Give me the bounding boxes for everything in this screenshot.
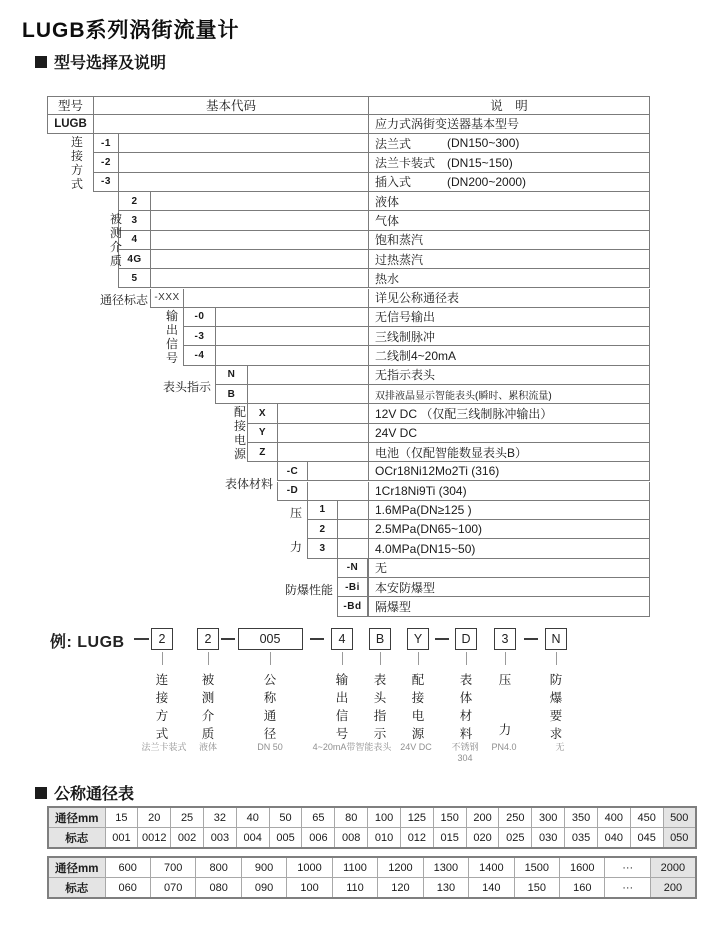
model-code-cell: 2 <box>308 520 338 538</box>
example-caption: 24V DC <box>400 742 432 752</box>
model-desc-cell: 二线制4~20mA <box>368 346 649 364</box>
value-cell: 0012 <box>138 828 171 849</box>
example-field-label <box>333 671 351 739</box>
value-cell: 160 <box>560 878 605 899</box>
model-group-label: 防爆性能 <box>284 582 333 597</box>
model-code-cell: -0 <box>184 308 216 326</box>
value-cell: 020 <box>466 828 499 849</box>
example-code-box: 2 <box>151 628 173 650</box>
model-desc-text: 法兰卡装式 <box>375 156 436 171</box>
example-label-char: 接 <box>155 691 169 705</box>
value-cell: 900 <box>241 857 286 878</box>
example-code-box: 4 <box>331 628 353 650</box>
value-cell: 004 <box>236 828 269 849</box>
example-label-char: 公 <box>263 673 277 687</box>
value-cell: 003 <box>203 828 236 849</box>
model-code-cell: -D <box>278 482 308 500</box>
model-desc-cell: 4.0MPa(DN15~50) <box>368 539 649 557</box>
value-cell: 40 <box>236 807 269 828</box>
value-cell: 20 <box>138 807 171 828</box>
value-cell: 140 <box>469 878 514 899</box>
section-diameter-title: 公称通径表 <box>54 786 135 803</box>
model-code-cell: Y <box>248 424 278 442</box>
group-label-char: 号 <box>165 350 178 365</box>
diameter-table-2 <box>47 856 697 899</box>
model-desc-cell: 应力式涡街变送器基本型号 <box>368 115 649 133</box>
model-code-cell: Z <box>248 443 278 461</box>
value-cell: 125 <box>400 807 433 828</box>
model-desc-text: 插入式 <box>375 175 412 190</box>
group-label-char: 质 <box>109 254 122 269</box>
section-model-selection <box>35 50 166 73</box>
model-desc-cell <box>368 153 649 171</box>
model-desc-cell: 液体 <box>368 192 649 210</box>
value-cell: 65 <box>302 807 335 828</box>
value-cell: 1100 <box>332 857 377 878</box>
model-code-cell: -C <box>278 462 308 480</box>
model-desc-cell: 双排液晶显示智能表头(瞬时、累积流量) <box>368 385 649 403</box>
example-dash <box>310 638 324 640</box>
model-code-cell: -N <box>338 559 368 577</box>
value-cell: 25 <box>171 807 204 828</box>
model-desc-cell: 隔爆型 <box>368 597 649 615</box>
example-label-char: 压 <box>498 673 512 687</box>
model-table-row <box>247 404 650 423</box>
diameter-row <box>48 857 696 878</box>
group-label-char: 压 <box>289 505 302 520</box>
example-caption: 法兰卡装式 <box>141 742 187 752</box>
model-desc-cell: 饱和蒸汽 <box>368 231 649 249</box>
value-cell: 100 <box>287 878 332 899</box>
value-cell: 300 <box>532 807 565 828</box>
group-label-char: 方 <box>70 163 83 178</box>
model-desc-cell: 详见公称通径表 <box>368 289 649 307</box>
model-table-row <box>337 597 650 616</box>
model-code-cell: -2 <box>94 153 119 171</box>
page-title: LUGB系列涡街流量计 <box>22 19 240 42</box>
value-cell: 1400 <box>469 857 514 878</box>
value-cell: 015 <box>433 828 466 849</box>
value-cell: 130 <box>423 878 468 899</box>
row-label-cell: 标志 <box>48 878 105 899</box>
value-cell: 15 <box>105 807 138 828</box>
model-group-label: 表头指示 <box>162 380 211 394</box>
group-label-char: 输 <box>165 308 178 323</box>
model-table-row <box>337 578 650 597</box>
group-label-char: 电 <box>233 433 246 448</box>
example-dash <box>435 638 449 640</box>
model-table-row <box>118 192 650 211</box>
example-label-char: 被 <box>201 673 215 687</box>
example-tick-line <box>270 652 272 665</box>
value-cell: 060 <box>105 878 150 899</box>
value-cell: 32 <box>203 807 236 828</box>
value-cell: 100 <box>368 807 401 828</box>
value-cell: 800 <box>196 857 241 878</box>
example-label-char: 测 <box>201 691 215 705</box>
example-label-char: 式 <box>155 727 169 741</box>
model-desc-cell <box>368 173 649 191</box>
group-label-char: 力 <box>289 539 302 554</box>
example-label-char: 连 <box>155 673 169 687</box>
example-field-label <box>371 671 389 739</box>
example-caption: 无 <box>555 742 565 752</box>
model-desc-cell: OCr18Ni12Mo2Ti (316) <box>368 462 649 480</box>
example-label-char: 材 <box>459 709 473 723</box>
model-table-row <box>337 559 650 578</box>
model-table-row <box>118 250 650 269</box>
section-model-title: 型号选择及说明 <box>54 55 167 72</box>
example-label-char: 要 <box>549 709 563 723</box>
example-field-label <box>409 671 427 739</box>
example-code-box: N <box>545 628 567 650</box>
value-cell: 500 <box>663 807 696 828</box>
example-caption: 液体 <box>198 742 218 752</box>
model-table-row <box>150 289 650 308</box>
group-label-char: 配 <box>233 405 246 420</box>
model-desc-cell: 本安防爆型 <box>368 578 649 596</box>
model-table-row <box>47 96 650 115</box>
example-tick-line <box>556 652 558 665</box>
code-row <box>48 828 696 849</box>
model-table-row <box>277 462 650 481</box>
diameter-row <box>48 807 696 828</box>
model-code-cell: 5 <box>119 269 151 287</box>
model-desc-cell: 1.6MPa(DN≥125 ) <box>368 501 649 519</box>
value-cell: 030 <box>532 828 565 849</box>
group-label-char: 源 <box>233 447 246 462</box>
value-cell: 110 <box>332 878 377 899</box>
model-code-cell: -1 <box>94 134 119 152</box>
model-code-cell: 3 <box>119 211 151 229</box>
example-code-box: 3 <box>494 628 516 650</box>
model-desc-cell: 12V DC （仅配三线制脉冲输出） <box>368 404 649 422</box>
section-square-icon <box>35 56 47 68</box>
model-desc-cell: 1Cr18Ni9Ti (304) <box>368 482 649 500</box>
model-desc-cell: 无 <box>368 559 649 577</box>
model-group-label <box>164 308 180 366</box>
model-table-row <box>307 520 650 539</box>
example-tick-line <box>342 652 344 665</box>
example-dash <box>134 638 149 640</box>
example-dash <box>524 638 538 640</box>
value-cell: 120 <box>378 878 423 899</box>
example-label-char: 防 <box>549 673 563 687</box>
model-desc-cell: 三线制脉冲 <box>368 327 649 345</box>
model-code-cell: 3 <box>308 539 338 557</box>
example-label-char: 配 <box>411 673 425 687</box>
model-group-label: 表体材料 <box>224 476 273 491</box>
example-label-char: 电 <box>411 709 425 723</box>
example-tick-line <box>208 652 210 665</box>
value-cell: ··· <box>605 857 650 878</box>
example-label-char: 方 <box>155 709 169 723</box>
example-code-box: B <box>369 628 391 650</box>
model-code-cell: -3 <box>94 173 119 191</box>
model-desc-cell: 24V DC <box>368 424 649 442</box>
value-cell: 200 <box>466 807 499 828</box>
example-label-char: 径 <box>263 727 277 741</box>
group-label-char: 测 <box>109 226 122 241</box>
model-code-cell: 4 <box>119 231 151 249</box>
example-label-char: 求 <box>549 727 563 741</box>
model-table-row <box>93 153 650 172</box>
example-caption: 4~20mA带智能表头 <box>312 742 392 752</box>
example-field-label <box>496 671 514 739</box>
value-cell: 070 <box>150 878 195 899</box>
model-table-row <box>307 501 650 520</box>
value-cell: 150 <box>433 807 466 828</box>
value-cell: 450 <box>630 807 663 828</box>
diameter-table-1 <box>47 806 697 849</box>
model-table-row <box>307 539 650 558</box>
value-cell: 1600 <box>560 857 605 878</box>
value-cell: 150 <box>514 878 559 899</box>
example-label-char: 爆 <box>549 691 563 705</box>
example-label-char: 信 <box>335 709 349 723</box>
code-row <box>48 878 696 899</box>
value-cell: 400 <box>597 807 630 828</box>
value-cell: 80 <box>335 807 368 828</box>
model-table-row <box>183 327 650 346</box>
model-code-cell: X <box>248 404 278 422</box>
group-label-char: 连 <box>70 135 83 150</box>
group-label-char: 介 <box>109 240 122 255</box>
model-desc-cell: 过热蒸汽 <box>368 250 649 268</box>
example-caption: PN4.0 <box>491 742 517 752</box>
example-code-box: 005 <box>238 628 303 650</box>
example-field-label <box>457 671 475 739</box>
example-label-char: 力 <box>498 723 512 737</box>
model-desc-text: (DN15~150) <box>447 155 513 170</box>
model-table-header-desc: 说 明 <box>368 97 649 114</box>
model-table-header-model: 型号 <box>48 97 94 114</box>
value-cell: 006 <box>302 828 335 849</box>
value-cell: 600 <box>105 857 150 878</box>
model-code-cell: 1 <box>308 501 338 519</box>
model-table-row <box>183 346 650 365</box>
model-desc-cell: 无指示表头 <box>368 366 649 384</box>
model-table-header-code: 基本代码 <box>205 99 256 114</box>
value-cell: 1300 <box>423 857 468 878</box>
model-code-cell: 2 <box>119 192 151 210</box>
example-label-char: 头 <box>373 691 387 705</box>
value-cell: 080 <box>196 878 241 899</box>
group-label-char: 式 <box>70 177 83 192</box>
group-label-char: 被 <box>109 212 122 227</box>
model-group-label: 通径标志 <box>99 293 148 308</box>
value-cell: 700 <box>150 857 195 878</box>
model-table-row <box>247 443 650 462</box>
example-label-char: 体 <box>459 691 473 705</box>
example-tick-line <box>380 652 382 665</box>
model-table-row <box>247 424 650 443</box>
example-tick-line <box>418 652 420 665</box>
model-table-row <box>183 308 650 327</box>
model-desc-text: (DN200~2000) <box>447 174 527 189</box>
value-cell: 050 <box>663 828 696 849</box>
value-cell: 045 <box>630 828 663 849</box>
value-cell: 50 <box>269 807 302 828</box>
example-dash <box>221 638 235 640</box>
example-label-char: 通 <box>263 709 277 723</box>
model-desc-cell <box>368 134 649 152</box>
model-code-cell: -4 <box>184 346 216 364</box>
model-table-row <box>118 269 650 288</box>
example-label-char: 出 <box>335 691 349 705</box>
example-caption-line2: 304 <box>457 753 473 763</box>
model-base-code: LUGB <box>48 115 94 133</box>
group-label-char: 出 <box>165 322 178 337</box>
value-cell: 012 <box>400 828 433 849</box>
section-square-icon <box>35 787 47 799</box>
model-code-cell: -XXX <box>151 289 184 307</box>
example-label-char: 表 <box>373 673 387 687</box>
example-label-char: 质 <box>201 727 215 741</box>
model-code-cell: -3 <box>184 327 216 345</box>
example-label-char: 接 <box>411 691 425 705</box>
example-caption: 不锈钢 304 <box>451 742 479 763</box>
model-table-row <box>118 231 650 250</box>
value-cell: 001 <box>105 828 138 849</box>
value-cell: 250 <box>499 807 532 828</box>
model-group-label <box>108 192 124 289</box>
example-code-box: D <box>455 628 477 650</box>
model-table-row <box>93 173 650 192</box>
example-field-label <box>153 671 171 739</box>
example-code-box: Y <box>407 628 429 650</box>
model-desc-cell: 无信号输出 <box>368 308 649 326</box>
example-label-char: 示 <box>373 727 387 741</box>
model-code-cell: N <box>216 366 248 384</box>
section-diameter-table <box>35 781 134 804</box>
example-label-char: 称 <box>263 691 277 705</box>
model-desc-cell: 2.5MPa(DN65~100) <box>368 520 649 538</box>
model-desc-cell: 热水 <box>368 269 649 287</box>
value-cell: 090 <box>241 878 286 899</box>
value-cell: 2000 <box>650 857 695 878</box>
model-group-label <box>288 506 304 554</box>
row-label-cell: 标志 <box>48 828 105 849</box>
example-label-char: 源 <box>411 727 425 741</box>
example-field-label <box>199 671 217 739</box>
model-group-label <box>69 134 85 192</box>
model-code-cell: B <box>216 385 248 403</box>
example-label-char: 输 <box>335 673 349 687</box>
value-cell: 008 <box>335 828 368 849</box>
value-cell: 1200 <box>378 857 423 878</box>
model-code-cell: -Bi <box>338 578 368 596</box>
example-tick-line <box>162 652 164 665</box>
row-label-cell: 通径mm <box>48 857 105 878</box>
example-tick-line <box>466 652 468 665</box>
group-label-char: 信 <box>165 336 178 351</box>
value-cell: 035 <box>565 828 598 849</box>
group-label-char: 接 <box>70 149 83 164</box>
model-group-label <box>232 404 248 462</box>
value-cell: 350 <box>565 807 598 828</box>
model-table-row <box>277 482 650 501</box>
example-field-label <box>261 671 279 739</box>
model-desc-text: (DN150~300) <box>447 136 520 151</box>
value-cell: 002 <box>171 828 204 849</box>
model-code-cell: -Bd <box>338 597 368 615</box>
value-cell: 010 <box>368 828 401 849</box>
example-label-char: 号 <box>335 727 349 741</box>
row-label-cell: 通径mm <box>48 807 105 828</box>
model-table-row <box>215 385 650 404</box>
value-cell: 005 <box>269 828 302 849</box>
group-label-char: 接 <box>233 419 246 434</box>
value-cell: 025 <box>499 828 532 849</box>
model-table-row <box>47 115 650 134</box>
example-caption: DN 50 <box>257 742 283 752</box>
model-table-row <box>118 211 650 230</box>
example-label-char: 料 <box>459 727 473 741</box>
example-prefix: 例: LUGB <box>50 634 125 651</box>
model-table-row <box>93 134 650 153</box>
value-cell: 200 <box>650 878 695 899</box>
model-desc-cell: 电池（仅配智能数显表头B） <box>368 443 649 461</box>
example-label-char: 指 <box>373 709 387 723</box>
example-tick-line <box>505 652 507 665</box>
example-code-box: 2 <box>197 628 219 650</box>
value-cell: 040 <box>597 828 630 849</box>
model-table-row <box>215 366 650 385</box>
value-cell: ··· <box>605 878 650 899</box>
example-label-char: 表 <box>459 673 473 687</box>
model-code-cell: 4G <box>119 250 151 268</box>
value-cell: 1000 <box>287 857 332 878</box>
model-desc-text: 法兰式 <box>375 136 412 151</box>
model-desc-cell: 气体 <box>368 211 649 229</box>
value-cell: 1500 <box>514 857 559 878</box>
example-label-char: 介 <box>201 709 215 723</box>
example-field-label <box>547 671 565 739</box>
